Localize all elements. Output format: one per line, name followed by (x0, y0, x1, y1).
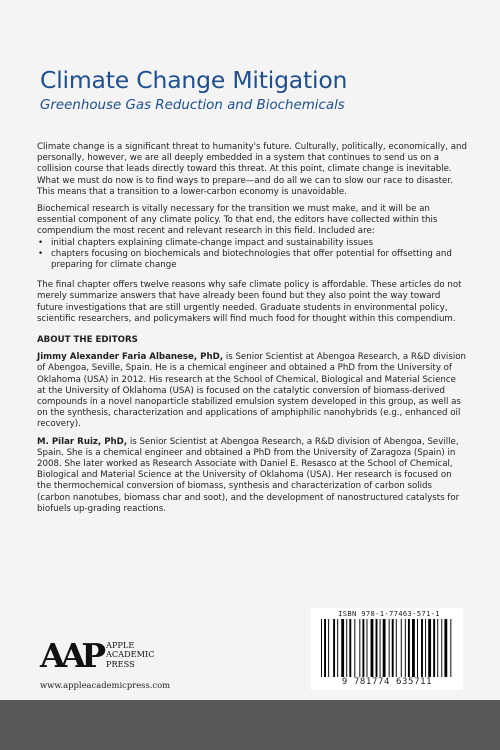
publisher-mark: AAP (40, 636, 102, 675)
description-paragraph-2: Biochemical research is vitally necessary for the transition we must make, and it will be an essential component of any climate policy. To that end, the editors have collected within this compendium the most recent and relevant research in this field. Included are: (37, 204, 438, 237)
publisher-website: www.appleacademicpress.com (40, 680, 171, 690)
description (37, 142, 467, 521)
barcode-bar (396, 619, 397, 677)
barcode (311, 608, 463, 690)
barcode-bar (328, 619, 329, 677)
barcode-bar (389, 619, 390, 677)
barcode-bar (421, 619, 423, 677)
editor-bio (37, 352, 467, 430)
barcode-bar (337, 619, 338, 677)
editor-name: Jimmy Alexander Faria Albanese, PhD, (37, 352, 224, 363)
barcode-digits: 9 781774 635711 (341, 677, 433, 687)
list-item-text: chapters focusing on biochemicals and biotechnologies that offer potential for offsetting and preparing for climate change (51, 248, 452, 271)
barcode-bar (333, 619, 335, 677)
publisher-name-line: APPLE (106, 640, 135, 650)
editors-heading: ABOUT THE EDITORS (37, 335, 138, 346)
list-item (37, 249, 467, 271)
barcode-bar (425, 619, 426, 677)
description-paragraph-1: Climate change is a significant threat to humanity's future. Culturally, politically, economically, and personally, however, we are all deeply embedded in a system that continues to send us on a collision course that leads directly toward this threat. At this point, climate change is inevitable. What we must do now is to find ways to prepare—and do all we can to slow our race to disaster. This means that a transition to a lower-carbon economy is unavoidable. (37, 142, 467, 197)
barcode-bar (412, 619, 415, 677)
barcode-bar (392, 619, 394, 677)
barcode-bar (437, 619, 438, 677)
barcode-bar (433, 619, 435, 677)
barcode-bar (408, 619, 410, 677)
editor-bio (37, 437, 467, 515)
list-item (37, 238, 467, 249)
publisher-name-line: PRESS (106, 658, 135, 669)
barcode-bar (444, 619, 447, 677)
book-subtitle: Greenhouse Gas Reduction and Biochemicals (40, 98, 345, 113)
barcode-bar (371, 619, 374, 677)
barcode-bar (324, 619, 326, 677)
barcode-bar (380, 619, 381, 677)
barcode-bar (349, 619, 351, 677)
isbn-label: ISBN 978-1-77463-571-1 (338, 609, 440, 618)
barcode-bar (417, 619, 418, 677)
list-item-text: initial chapters explaining climate-change impact and sustainability issues (51, 237, 373, 248)
barcode-bar (401, 619, 402, 677)
publisher-name (106, 641, 155, 669)
editor-name: M. Pilar Ruiz, PhD, (37, 436, 128, 447)
barcode-bar (441, 619, 442, 677)
barcode-bar (376, 619, 378, 677)
barcode-bar (341, 619, 344, 677)
barcode-bars (319, 619, 459, 677)
barcode-bar (383, 619, 386, 677)
barcode-bar (321, 619, 322, 677)
barcode-bar (450, 619, 451, 677)
barcode-bar (367, 619, 368, 677)
description-paragraph-3: The final chapter offers twelve reasons why safe climate policy is affordable. These articles do not merely summarize answers that have already been found but they also point the way toward future investigations that are still urgently needed. Graduate students in environmental policy, scientific researchers, and policymakers will find much food for thought within this compendium. (37, 280, 462, 324)
barcode-bar (354, 619, 355, 677)
barcode-bar (362, 619, 364, 677)
bottom-band (0, 700, 500, 750)
barcode-bar (428, 619, 431, 677)
included-list (37, 238, 467, 272)
book-title: Climate Change Mitigation (40, 66, 348, 94)
bullet-icon: • (38, 248, 44, 259)
bullet-icon: • (38, 237, 44, 248)
publisher-name-line: ACADEMIC (106, 649, 155, 660)
barcode-bar (359, 619, 360, 677)
editor-bio-text: is Senior Scientist at Abengoa Research, a R&D division of Abengoa, Seville, Spain. She is a chemical engineer and obtained a PhD from the University of Zaragoza (Spain) in 2008. She later worked as Research Associate with Daniel E. Resasco at the School of Chemical, Biological and Material Science at the University of Oklahoma (USA). Her research is focused on the thermochemical conversion of biomass, synthesis and characterization of carbon solids (carbon nanotubes, biomass char and soot), and the development of nanostructured catalysts for biofuels up-grading reactions. (37, 436, 460, 514)
editor-bio-text: is Senior Scientist at Abengoa Research, a R&D division of Abengoa, Seville, Spain. He is a chemical engineer and obtained a PhD from the University of Oklahoma (USA) in 2012. His research at the School of Chemical, Biological and Material Science at the University of Oklahoma (USA) is focused on the catalytic conversion of biomass-derived compounds in a novel nanoparticle stabilized emulsion system developed in this group, as well as on the synthesis, characterization and applications of amphiphilic nanohybrids (e.g., enhanced oil recovery). (37, 352, 466, 430)
barcode-bar (405, 619, 406, 677)
barcode-bar (346, 619, 347, 677)
